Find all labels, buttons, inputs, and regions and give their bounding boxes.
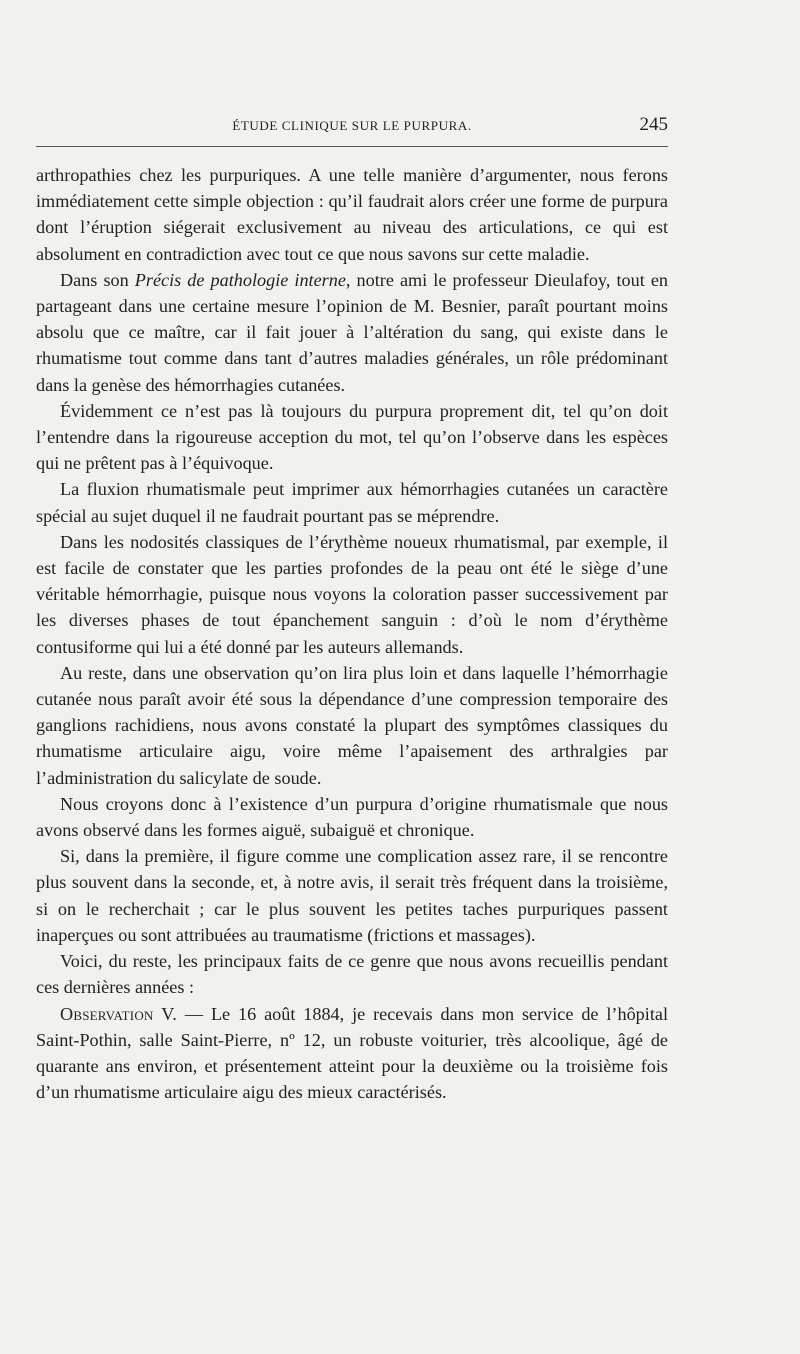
paragraph-6: Au reste, dans une observation qu’on lira plus loin et dans laquelle l’hémorrhagie cutanée nous paraît avoir été sous la dépendance d’une compression temporaire des ganglions rachidiens, nous avons constaté la plupart des symptômes classiques du rhumatisme articulaire aigu, voire même l’apaisement des arthralgies par l’administration du salicylate de soude.: [36, 662, 668, 788]
paragraph-5: Dans les nodosités classiques de l’érythème noueux rhumatismal, par exemple, il est facile de constater que les parties profondes de la peau ont été le siège d’une véritable hémorrhagie, puisque nous voyons la coloration passer successivement par les diverses phases de tout épanchement sanguin : d’où le nom d’érythème contusiforme qui lui a été donné par les auteurs allemands.: [36, 531, 668, 657]
paragraph-8: Si, dans la première, il figure comme une complication assez rare, il se rencontre plus souvent dans la seconde, et, à notre avis, il serait très fréquent dans la troisième, si on le recherchait ; car le plus souvent les petites taches purpuriques passent inaperçues ou sont attribuées au traumatisme (frictions et massages).: [36, 846, 668, 945]
body-text: [36, 162, 668, 1105]
page-number: 245: [639, 114, 668, 135]
observation-label: Observation V.: [60, 1003, 177, 1024]
paragraph-7: Nous croyons donc à l’existence d’un purpura d’origine rhumatismale que nous avons observé dans les formes aiguë, subaiguë et chronique.: [36, 793, 668, 841]
header-rule: [36, 146, 668, 147]
observation-paragraph: [36, 1001, 668, 1106]
paragraph-9: Voici, du reste, les principaux faits de ce genre que nous avons recueillis pendant ces dernières années :: [36, 951, 668, 998]
paragraph-3: Évidemment ce n’est pas là toujours du purpura proprement dit, tel qu’on doit l’entendre dans la rigoureuse acception du mot, tel qu’on l’observe dans les espèces qui ne prêtent pas à l’équivoque.: [36, 400, 668, 474]
paragraph-4: La fluxion rhumatismale peut imprimer aux hémorrhagies cutanées un caractère spécial au sujet duquel il ne faudrait pourtant pas se méprendre.: [36, 479, 668, 526]
observation-text: — Le 16 août 1884, je recevais dans mon service de l’hôpital Saint-Pothin, salle Saint-Pierre, nº 12, un robuste voiturier, très alcoolique, âgé de quarante ans environ, et présentement atteint pour la deuxième ou la troisième fois d’un rhumatisme articulaire aigu des mieux caractérisés.: [36, 1003, 668, 1103]
paragraph-1: arthropathies chez les purpuriques. A une telle manière d’argumenter, nous ferons immédiatement cette simple objection : qu’il faudrait alors créer une forme de purpura dont l’éruption siégerait exclusivement au niveau des articulations, ce qui est absolument en contradiction avec tout ce que nous savons sur cette maladie.: [36, 165, 668, 264]
paragraph-2-before: Dans son: [60, 269, 135, 290]
paragraph-2: [36, 267, 668, 398]
running-header: [36, 116, 668, 138]
paragraph-2-after: , notre ami le professeur Dieulafoy, tout en partageant dans une certaine mesure l’opinion de M. Besnier, paraît pourtant moins absolu que ce maître, car il fait jouer à l’altération du sang, qui existe dans le rhumatisme tout comme dans tant d’autres maladies générales, un rôle prédominant dans la genèse des hémorrhagies cutanées.: [36, 269, 668, 395]
book-title-italic: Précis de pathologie interne: [134, 269, 346, 290]
running-title: ÉTUDE CLINIQUE SUR LE PURPURA.: [232, 118, 472, 133]
